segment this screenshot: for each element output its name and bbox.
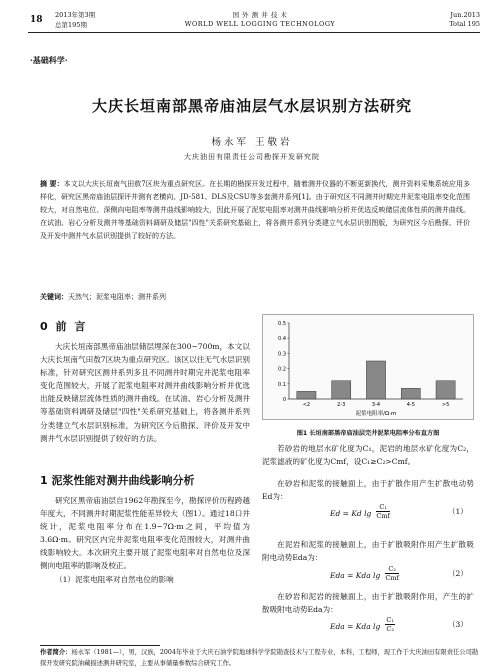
histogram-bar: [332, 381, 351, 399]
right-paragraph-2: 在砂岩和泥浆的接触面上，由于扩散作用产生扩散电动势Ed为：: [262, 479, 474, 502]
footnote-rule: [40, 645, 160, 646]
abstract-text: 本文以大庆长垣南气田敖7区块为重点研究区。在长期的勘探开发过程中，随着测井仪器的不断更新换代，测井资料采集系统应用多样化，研究区黑帝庙油层探评井测有老横向、JD-581、DLS及CSU等多套测井系列[1]。由于研究区不同测井时期完井泥浆电阻率变化范围较大，对自然电位、深侧向电阻率等测井曲线影响较大，因此开展了泥浆电阻率对测井曲线影响分析并优选反映储层流体性质的测井曲线。在试油、岩心分析及测井等基础资料调研及储层"四性"关系研究基础上，将各测井系列分类建立气水层识别图版，为研究区今后勘探、评价及开发中测井气水层识别提供了较好的方法。: [40, 180, 471, 240]
journal-title-cn: 国 外 测 井 技 术: [232, 11, 288, 19]
histogram-chart: [263, 315, 473, 419]
x-axis-label: 泥浆电阻率/Ω·m: [355, 411, 397, 417]
x-tick-label: >5: [441, 402, 450, 408]
figure-1: [262, 314, 474, 420]
keywords: [40, 291, 470, 303]
eq1-lhs: Ed = Kd lg: [330, 509, 372, 518]
x-tick-label: 3-4: [371, 402, 381, 408]
right-paragraph-1: 若砂岩的地层水矿化度为C₁，泥岩的地层水矿化度为C₂，泥浆滤液的矿化度为Cmf，设C₁≥C₂>Cmf。: [262, 444, 474, 467]
eq3-number: （3）: [448, 620, 468, 629]
equation-1: [330, 501, 390, 520]
eq3-lhs: Eda = Kda lg: [330, 622, 381, 631]
eq3-fraction: $\frac{\text{C₁}}{\text{C₂}}$: [386, 616, 394, 633]
page-number: 18: [30, 15, 43, 25]
keywords-text: 天然气；泥浆电阻率；测井系列: [68, 293, 166, 301]
keywords-label: 关键词：: [40, 293, 68, 301]
running-header-right: [420, 11, 480, 29]
y-tick-label: 0.3: [278, 351, 286, 358]
date-en: Jun.2013: [450, 11, 480, 19]
subsection-1-1: （1）泥浆电阻率对自然电位的影响: [55, 574, 174, 584]
section-0-paragraph: 大庆长垣南部黑帝庙油层储层埋深在300~700m，本文以大庆长垣南气田敖7区块为重点研究区。该区以往无气水层识别标准，针对研究区测井系列多且不同测井时期完井泥浆电阻率变化范围较大，开展了泥浆电阻率对测井曲线影响分析并优选出能反映储层流体性质的测井曲线。在试油、岩心分析及测井等基础资料调研及储层"四性"关系研究基础上，将各测井系列分类建立气水层识别标准，为研究区今后勘探、评价及开发中测井气水层识别提供了较好的方法。: [40, 342, 250, 443]
eq1-fraction: $\frac{\text{C₁}}{\text{Cmf}}$: [376, 503, 390, 520]
histogram-bar: [401, 388, 420, 399]
right-paragraph-4: 在砂岩和泥岩的接触面上，由于扩散吸附作用，产生的扩散吸附电动势Eda为：: [262, 592, 474, 615]
y-tick-label: 0.2: [278, 366, 286, 373]
section-tag: ·基础科学·: [30, 55, 68, 65]
total-en: Total 195: [449, 20, 480, 28]
abstract: [40, 178, 470, 243]
section-1-paragraph: [40, 494, 250, 586]
running-header-center: [175, 11, 345, 29]
journal-title-en: WORLD WELL LOGGING TECHNOLOGY: [184, 20, 336, 28]
y-tick-label: 0.4: [278, 336, 286, 343]
figure-caption: 图1 长垣南部黑帝庙油层完井泥浆电阻率分布直方图: [296, 430, 440, 437]
right-paragraph-3: 在泥岩和泥浆的接触面上，由于扩散吸附作用产生扩散吸附电动势Eda为：: [262, 540, 474, 563]
author-footnote: [40, 648, 480, 669]
x-tick-label: <2: [302, 402, 311, 408]
affiliation: 大庆油田有限责任公司勘探开发研究院: [184, 153, 320, 161]
equation-3: [330, 614, 395, 633]
total-issue: 总第195期: [55, 21, 87, 29]
equation-2: [330, 563, 399, 582]
y-tick-label: 0.5: [278, 321, 286, 327]
eq2-fraction: $\frac{\text{C₂}}{\text{Cmf}}$: [385, 565, 399, 582]
eq2-lhs: Eda = Kda lg: [330, 571, 381, 580]
section-heading-1: 1 泥浆性能对测井曲线影响分析: [40, 474, 195, 487]
paper-title: 大庆长垣南部黑帝庙油层气水层识别方法研究: [91, 97, 412, 115]
histogram-bar: [297, 391, 316, 399]
y-tick-label: 0.1: [278, 381, 286, 388]
year-issue: 2013年第3期: [55, 11, 96, 19]
section-1-text: 研究区黑帝庙油层自1962年勘探至今，勘探评价历程跨越年度大，不同测井时期泥浆性能差异较大（图1）。通过18口井统计，泥浆电阻率分布在1.9~7Ω·m之间，平均值为3.6Ω·m。研究区内完井泥浆电阻率变化范围较大，对测井曲线影响较大。本次研究主要开展了泥浆电阻率对自然电位及深侧向电阻率的影响及校正。: [40, 496, 250, 571]
authors: 杨永军 王敬岩: [211, 137, 293, 148]
x-tick-label: 4-5: [406, 402, 415, 408]
eq1-number: （1）: [448, 507, 468, 516]
histogram-bar: [436, 381, 455, 399]
header-rule: [28, 32, 480, 33]
y-tick-label: 0: [282, 397, 286, 403]
eq2-number: （2）: [448, 569, 468, 578]
footnote-text: 杨永军（1981—），男，汉族，2004年毕业于大庆石油学院地球科学学院勘查技术与工程专业，本科，工程师，现工作于大庆油田有限责任公司勘探开发研究院油藏描述测井研究室，主要从事储量参数综合研究工作。: [40, 649, 479, 667]
footnote-label: 作者简介：: [40, 649, 72, 656]
histogram-bar: [366, 361, 385, 399]
section-heading-0: 0 前 言: [40, 320, 88, 333]
abstract-label: 摘 要：: [40, 180, 64, 188]
x-tick-label: 2-3: [337, 402, 346, 408]
